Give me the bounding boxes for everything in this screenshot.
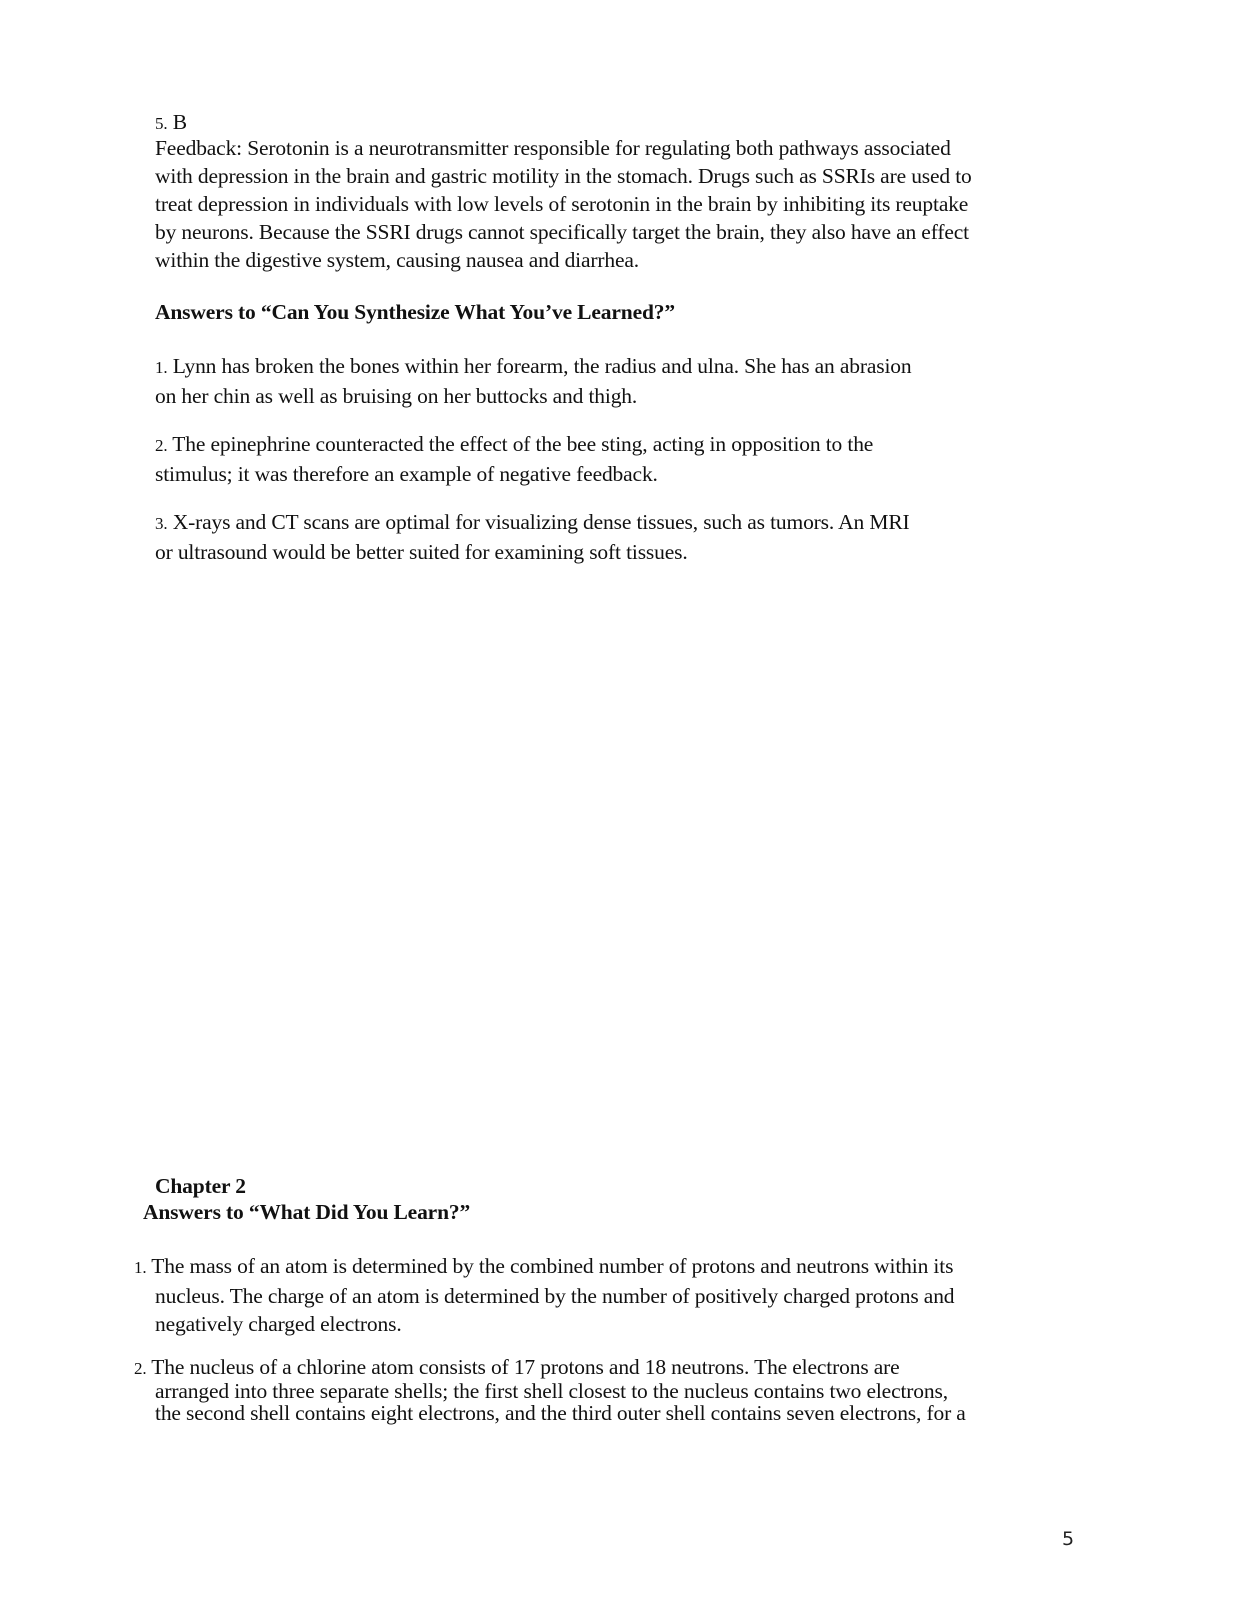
synthesize-item-2 — [155, 430, 873, 488]
synthesize-item-3 — [155, 508, 910, 566]
item-text: The nucleus of a chlorine atom consists of 17 protons and 18 neutrons. The electrons are — [151, 1355, 900, 1379]
feedback-line: by neurons. Because the SSRI drugs cannot specifically target the brain, they also have an effect — [155, 220, 969, 244]
item-text: Lynn has broken the bones within her forearm, the radius and ulna. She has an abrasion — [172, 354, 912, 378]
feedback-line: within the digestive system, causing nausea and diarrhea. — [155, 248, 640, 272]
q5-letter: B — [172, 110, 187, 134]
item-number: 1. — [134, 1258, 147, 1277]
synthesize-heading: Answers to “Can You Synthesize What You’ve Learned?” — [155, 300, 675, 324]
item-text: stimulus; it was therefore an example of negative feedback. — [155, 462, 658, 486]
item-text: the second shell contains eight electrons, and the third outer shell contains seven electrons, for a — [155, 1401, 966, 1425]
item-text: arranged into three separate shells; the first shell closest to the nucleus contains two electrons, — [155, 1379, 948, 1403]
feedback-line: Feedback: Serotonin is a neurotransmitter responsible for regulating both pathways associated — [155, 136, 951, 160]
item-number: 1. — [155, 358, 168, 377]
chapter-heading: Answers to “What Did You Learn?” — [143, 1200, 471, 1224]
item-text: negatively charged electrons. — [155, 1312, 402, 1336]
q5-number: 5. — [155, 114, 168, 133]
feedback-line: treat depression in individuals with low levels of serotonin in the brain by inhibiting its reuptake — [155, 192, 969, 216]
item-text: X-rays and CT scans are optimal for visualizing dense tissues, such as tumors. An MRI — [172, 510, 910, 534]
item-text: The mass of an atom is determined by the combined number of protons and neutrons within its — [151, 1254, 954, 1278]
item-text: The epinephrine counteracted the effect of the bee sting, acting in opposition to the — [172, 432, 874, 456]
item-text: nucleus. The charge of an atom is determined by the number of positively charged protons and — [155, 1284, 955, 1308]
chapter2-item-1 — [134, 1252, 954, 1338]
item-text: or ultrasound would be better suited for examining soft tissues. — [155, 540, 688, 564]
item-text: on her chin as well as bruising on her buttocks and thigh. — [155, 384, 638, 408]
page-number: 5 — [1062, 1528, 1075, 1550]
feedback-line: with depression in the brain and gastric motility in the stomach. Drugs such as SSRIs are used to — [155, 164, 972, 188]
chapter-title: Chapter 2 — [155, 1174, 246, 1198]
item-number: 2. — [134, 1359, 147, 1378]
synthesize-item-1 — [155, 352, 912, 410]
chapter2-item-2 — [134, 1356, 966, 1424]
q5-feedback — [155, 134, 972, 274]
item-number: 3. — [155, 514, 168, 533]
item-number: 2. — [155, 436, 168, 455]
